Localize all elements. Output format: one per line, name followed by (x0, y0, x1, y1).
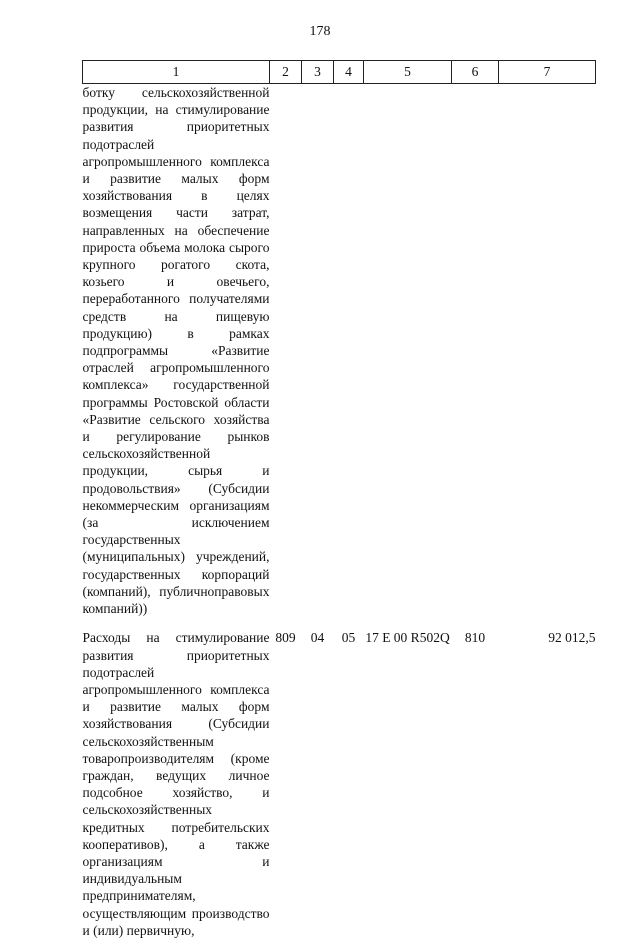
header-col-4: 4 (334, 61, 364, 84)
spacer-cell (83, 617, 270, 629)
row-cell-expense-type (452, 84, 499, 618)
row-cell-subsection: 05 (341, 630, 356, 646)
table-row (83, 629, 596, 939)
header-col-2: 2 (270, 61, 302, 84)
row-cell-target-article: 17 Е 00 R502Q (365, 630, 450, 646)
row-cell-amount: 92 012,5 (548, 630, 596, 646)
spacer-cell (499, 617, 596, 629)
row-cell-amount (499, 84, 596, 618)
budget-table (82, 60, 596, 939)
spacer-cell (302, 617, 334, 629)
row-cell-section (302, 84, 334, 618)
header-col-6: 6 (452, 61, 499, 84)
spacer-cell (334, 617, 364, 629)
header-row (83, 61, 596, 84)
row-cell-subsection (334, 84, 364, 618)
table-row-spacer (83, 617, 596, 629)
header-col-5: 5 (364, 61, 452, 84)
row-cell-section: 04 (310, 630, 325, 646)
row-cell-ministry: 809 (275, 630, 296, 646)
header-col-1: 1 (83, 61, 270, 84)
spacer-cell (270, 617, 302, 629)
spacer-cell (452, 617, 499, 629)
row-cell-target-article (364, 84, 452, 618)
row-description: ботку сельскохозяйственной продукции, на стимулирование развития приоритетных подотраслей агропромышленного комплекса и развитие малых форм хозяйствования в целях возмещения части затрат, направленных на обеспечение прироста объема молока сырого крупного рогатого скота, козьего и овечьего, переработанного получателями средств на пищевую продукцию) в рамках подпрограммы «Развитие отраслей агропромышленного комплекса» государственной программы Ростовской области «Развитие сельского хозяйства и регулирование рынков сельскохозяйственной продукции, сырья и продовольствия» (Субсидии некоммерческим организациям (за исключением государственных (муниципальных) учреждений, государственных корпораций (компаний), публичноправовых компаний)) (82, 85, 270, 617)
row-cell-expense-type: 810 (464, 630, 486, 646)
row-description: Расходы на стимулирование развития приоритетных подотраслей агропромышленного комплекса и развитие малых форм хозяйствования (Субсидии сельскохозяйственным товаропроизводителям (кроме граждан, ведущих личное подсобное хозяйство, и сельскохозяйственных кредитных потребительских кооперативов), а также организациям и индивидуальным предпринимателям, осуществляющим производство и (или) первичную, (82, 630, 270, 938)
header-col-7: 7 (499, 61, 596, 84)
spacer-cell (364, 617, 452, 629)
table-row (83, 84, 596, 618)
header-col-3: 3 (302, 61, 334, 84)
page-number: 178 (309, 24, 331, 39)
row-cell-ministry (270, 84, 302, 618)
